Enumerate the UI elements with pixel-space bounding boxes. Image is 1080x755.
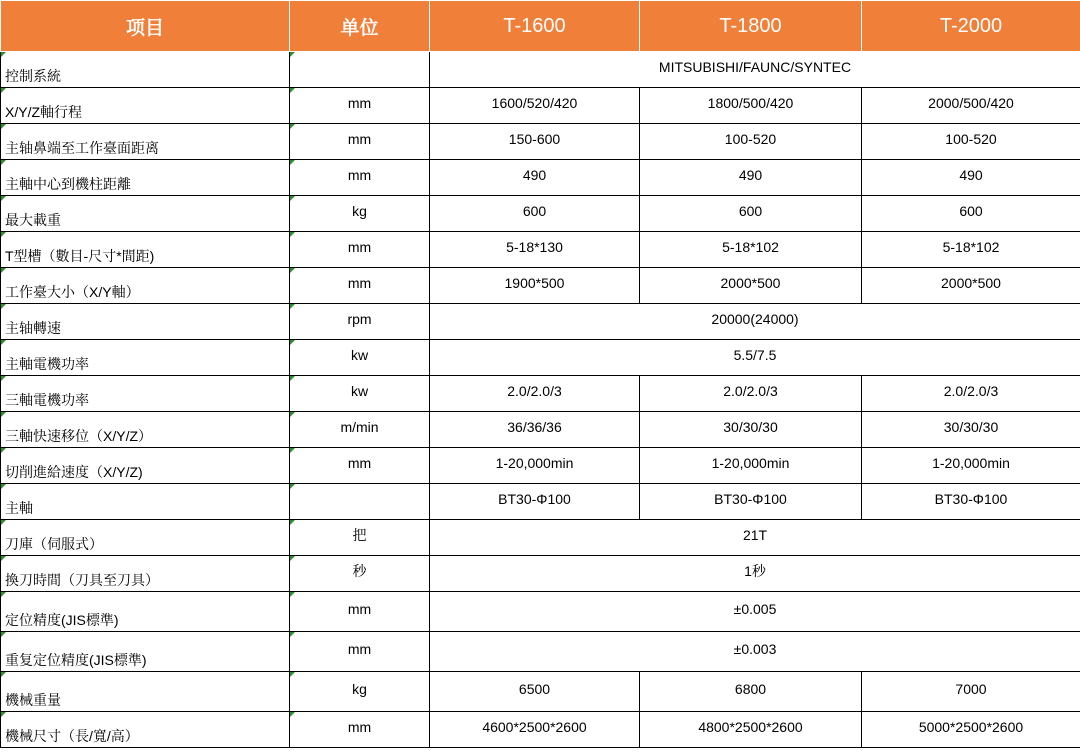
row-unit-text: mm (347, 274, 372, 291)
row-unit-text: mm (347, 238, 372, 255)
cell-corner-marker (290, 556, 295, 561)
row-value-t1800: 5-18*102 (640, 232, 862, 268)
row-value-t2000: BT30-Φ100 (862, 484, 1080, 520)
row-unit (290, 412, 430, 448)
cell-corner-marker (1, 448, 6, 453)
row-unit (290, 196, 430, 232)
cell-corner-marker (1, 376, 6, 381)
table-row (1, 712, 1080, 748)
row-unit (290, 52, 430, 88)
row-item-label (1, 160, 290, 196)
row-item-label (1, 268, 290, 304)
cell-corner-marker (290, 712, 295, 717)
row-unit-text: kw (350, 382, 369, 399)
row-item-text: 刀庫（伺服式） (5, 536, 103, 552)
row-value-t1800: 6800 (640, 672, 862, 712)
cell-corner-marker (1, 632, 6, 637)
row-value-t1800: 1800/500/420 (640, 88, 862, 124)
row-item-label (1, 232, 290, 268)
row-unit-text: mm (347, 718, 372, 735)
row-unit-text: 把 (352, 526, 367, 543)
row-value-t1600: 36/36/36 (430, 412, 640, 448)
row-item-label (1, 52, 290, 88)
row-unit (290, 632, 430, 672)
table-row (1, 520, 1080, 556)
table-row (1, 672, 1080, 712)
row-item-text: 換刀時間（刀具至刀具） (5, 572, 159, 588)
row-value-t1600: 5-18*130 (430, 232, 640, 268)
row-item-text: 工作臺大小（X/Y軸） (5, 284, 140, 300)
row-item-text: X/Y/Z軸行程 (5, 104, 83, 120)
row-value-shared: 5.5/7.5 (430, 340, 1080, 376)
row-unit-text: mm (347, 454, 372, 471)
row-value-t1600: 150-600 (430, 124, 640, 160)
row-item-label (1, 376, 290, 412)
row-item-label (1, 340, 290, 376)
row-unit (290, 232, 430, 268)
row-value-t1800: 100-520 (640, 124, 862, 160)
row-value-shared: ±0.005 (430, 592, 1080, 632)
row-unit (290, 268, 430, 304)
row-item-text: 機械尺寸（長/寬/高） (5, 728, 139, 744)
cell-corner-marker (1, 88, 6, 93)
header-unit: 单位 (290, 1, 430, 52)
row-unit-text: mm (347, 600, 372, 617)
cell-corner-marker (290, 88, 295, 93)
row-unit (290, 484, 430, 520)
row-value-t1800: 2.0/2.0/3 (640, 376, 862, 412)
cell-corner-marker (1, 340, 6, 345)
row-unit-text: mm (347, 640, 372, 657)
row-value-t1800: 2000*500 (640, 268, 862, 304)
row-item-text: 機械重量 (5, 692, 61, 708)
table-row (1, 632, 1080, 672)
row-item-label (1, 672, 290, 712)
cell-corner-marker (1, 124, 6, 129)
row-unit-text: kw (350, 346, 369, 363)
row-item-label (1, 632, 290, 672)
row-value-t2000: 2000*500 (862, 268, 1080, 304)
row-item-text: 三軸快速移位（X/Y/Z） (5, 428, 153, 444)
row-item-label (1, 412, 290, 448)
table-row (1, 340, 1080, 376)
table-row (1, 412, 1080, 448)
row-item-text: 主軸中心到機柱距離 (5, 176, 131, 192)
cell-corner-marker (290, 592, 295, 597)
row-unit-text: mm (347, 130, 372, 147)
cell-corner-marker (1, 304, 6, 309)
row-item-text: 三軸電機功率 (5, 392, 89, 408)
row-unit (290, 124, 430, 160)
cell-corner-marker (290, 484, 295, 489)
header-item: 项目 (1, 1, 290, 52)
row-value-t1800: BT30-Φ100 (640, 484, 862, 520)
row-value-shared: 20000(24000) (430, 304, 1080, 340)
table-row (1, 124, 1080, 160)
table-row (1, 304, 1080, 340)
row-value-t1800: 600 (640, 196, 862, 232)
row-value-t1600: 1600/520/420 (430, 88, 640, 124)
row-item-text: 最大載重 (5, 212, 61, 228)
header-model-t2000: T-2000 (862, 1, 1080, 52)
row-unit-text: kg (352, 202, 367, 219)
cell-corner-marker (290, 520, 295, 525)
row-value-t1800: 490 (640, 160, 862, 196)
row-value-t2000: 7000 (862, 672, 1080, 712)
row-value-t1600: 1-20,000min (430, 448, 640, 484)
row-value-t2000: 600 (862, 196, 1080, 232)
row-unit-text: mm (347, 94, 372, 111)
cell-corner-marker (290, 632, 295, 637)
cell-corner-marker (1, 592, 6, 597)
row-value-t2000: 100-520 (862, 124, 1080, 160)
table-row (1, 448, 1080, 484)
row-unit (290, 88, 430, 124)
spec-body (1, 52, 1080, 748)
row-value-t2000: 5000*2500*2600 (862, 712, 1080, 748)
cell-corner-marker (290, 340, 295, 345)
row-value-t1600: 490 (430, 160, 640, 196)
cell-corner-marker (290, 672, 295, 677)
row-unit-text: mm (347, 166, 372, 183)
cell-corner-marker (290, 52, 295, 57)
row-item-label (1, 520, 290, 556)
header-row (1, 1, 1080, 52)
cell-corner-marker (290, 448, 295, 453)
row-value-t2000: 2.0/2.0/3 (862, 376, 1080, 412)
cell-corner-marker (1, 672, 6, 677)
row-item-label (1, 556, 290, 592)
row-value-t1800: 30/30/30 (640, 412, 862, 448)
row-item-text: 控制系統 (5, 68, 61, 84)
row-item-label (1, 196, 290, 232)
table-row (1, 88, 1080, 124)
cell-corner-marker (1, 712, 6, 717)
cell-corner-marker (1, 160, 6, 165)
row-value-shared: 21T (430, 520, 1080, 556)
row-value-t2000: 1-20,000min (862, 448, 1080, 484)
row-item-label (1, 448, 290, 484)
cell-corner-marker (1, 196, 6, 201)
row-unit (290, 304, 430, 340)
row-value-t1600: 2.0/2.0/3 (430, 376, 640, 412)
row-item-text: 重复定位精度(JIS標準) (5, 652, 147, 668)
row-unit (290, 520, 430, 556)
row-value-t1600: BT30-Φ100 (430, 484, 640, 520)
header-model-t1800: T-1800 (640, 1, 862, 52)
table-row (1, 232, 1080, 268)
row-unit-text: m/min (340, 418, 379, 435)
table-row (1, 556, 1080, 592)
cell-corner-marker (290, 124, 295, 129)
row-value-t1600: 1900*500 (430, 268, 640, 304)
row-item-text: 主轴轉速 (5, 320, 61, 336)
row-value-t1800: 4800*2500*2600 (640, 712, 862, 748)
row-unit (290, 376, 430, 412)
cell-corner-marker (290, 268, 295, 273)
row-item-label (1, 124, 290, 160)
cell-corner-marker (1, 412, 6, 417)
row-item-label (1, 304, 290, 340)
row-unit-text: rpm (347, 310, 372, 327)
table-row (1, 160, 1080, 196)
table-row (1, 196, 1080, 232)
cell-corner-marker (290, 376, 295, 381)
row-item-label (1, 592, 290, 632)
cell-corner-marker (290, 412, 295, 417)
header-model-t1600: T-1600 (430, 1, 640, 52)
row-unit (290, 592, 430, 632)
cell-corner-marker (290, 196, 295, 201)
table-row (1, 592, 1080, 632)
row-unit (290, 160, 430, 196)
row-item-label (1, 88, 290, 124)
table-row (1, 268, 1080, 304)
row-unit (290, 672, 430, 712)
row-item-label (1, 484, 290, 520)
table-row (1, 52, 1080, 88)
row-item-text: 定位精度(JIS標準) (5, 612, 119, 628)
cell-corner-marker (1, 52, 6, 57)
row-unit (290, 340, 430, 376)
table-row (1, 484, 1080, 520)
cell-corner-marker (1, 484, 6, 489)
cell-corner-marker (1, 556, 6, 561)
row-item-label (1, 712, 290, 748)
row-unit-text: 秒 (352, 562, 367, 579)
row-item-text: 主轴鼻端至工作臺面距离 (5, 140, 159, 156)
row-value-shared: MITSUBISHI/FAUNC/SYNTEC (430, 52, 1080, 88)
row-value-t1600: 4600*2500*2600 (430, 712, 640, 748)
row-item-text: T型槽（數目-尺寸*間距) (5, 248, 155, 264)
row-value-t1800: 1-20,000min (640, 448, 862, 484)
row-value-t2000: 5-18*102 (862, 232, 1080, 268)
cell-corner-marker (1, 520, 6, 525)
row-item-text: 主軸 (5, 500, 33, 516)
row-value-shared: ±0.003 (430, 632, 1080, 672)
cell-corner-marker (290, 160, 295, 165)
row-unit-text: kg (352, 680, 367, 697)
row-value-t2000: 30/30/30 (862, 412, 1080, 448)
row-item-text: 主軸電機功率 (5, 356, 89, 372)
row-value-t1600: 600 (430, 196, 640, 232)
cell-corner-marker (1, 268, 6, 273)
row-value-t2000: 490 (862, 160, 1080, 196)
row-value-shared: 1秒 (430, 556, 1080, 592)
row-unit (290, 448, 430, 484)
row-unit (290, 556, 430, 592)
row-unit (290, 712, 430, 748)
row-value-t2000: 2000/500/420 (862, 88, 1080, 124)
table-row (1, 376, 1080, 412)
row-item-text: 切削進給速度（X/Y/Z) (5, 464, 143, 480)
cell-corner-marker (290, 304, 295, 309)
cell-corner-marker (290, 232, 295, 237)
cell-corner-marker (1, 232, 6, 237)
row-value-t1600: 6500 (430, 672, 640, 712)
